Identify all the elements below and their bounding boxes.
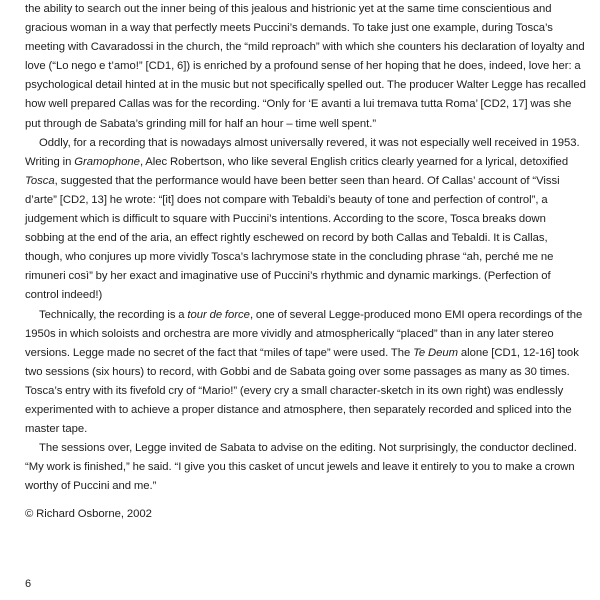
italic-title: Gramophone bbox=[74, 155, 140, 168]
author-credit: © Richard Osborne, 2002 bbox=[25, 508, 152, 521]
text-run: , suggested that the performance would have been better seen than heard. Of Callas’ account of “Vissi d’arte” [CD2, 13] he wrote: “[it] does not compare with Tebaldi’s beauty of tone and perfection of control”, a judgement which is difficult to square with Puccini’s intentions. According to the score, Tosca breaks down sobbing at the end of the aria, an effect rightly eschewed on record by both Callas and Tebaldi. It is Callas, though, who conjures up more vividly Tosca’s lachrymose state in the concluding phrase “ah, perché me ne rimuneri così” by her exact and imaginative use of Puccini’s rhythmic and dynamic markings. (Perfection of control indeed!) bbox=[25, 174, 560, 302]
text-run: , Alec Robertson, who like several English critics clearly yearned for a lyrical, detoxified bbox=[139, 155, 569, 168]
text-run: , one of several Legge-produced mono EMI opera recordings of the 1950s in which soloists and orchestra are more vividly and atmospherically “placed” than in any later stereo versions. Legge made no secret of the fact that “miles of tape” were used. The bbox=[25, 308, 583, 359]
paragraph-1 bbox=[25, 0, 587, 134]
essay-body bbox=[25, 0, 587, 525]
paragraph-3 bbox=[25, 306, 587, 440]
text-run: the ability to search out the inner being of this jealous and histrionic yet at the same time conscientious and gracious woman in a way that perfectly meets Puccini’s demands. To take just one example, during Tosca’s meeting with Cavaradossi in the church, the “mild reproach” with which she counters his declaration of loyalty and love (“Lo nego e t’amo!” [CD1, 6]) is enriched by a profound sense of her hoping that he does, indeed, love her: a psychological detail hinted at in the music but not specifically spelled out. The producer Walter Legge has recalled how well prepared Callas was for the recording. “Only for ‘E avanti a lui tremava tutta Roma’ [CD2, 17] was she put through de Sabata’s grinding mill for half an hour – time well spent.” bbox=[25, 3, 586, 130]
text-run: Oddly, for a recording that is nowadays almost universally revered, it was not especially well received in 1953. Writing in bbox=[25, 136, 580, 168]
page-number: 6 bbox=[25, 578, 32, 590]
italic-title: Tosca bbox=[25, 174, 55, 187]
text-run: The sessions over, Legge invited de Sabata to advise on the editing. Not surprisingly, the conductor declined. “My work is finished,” he said. “I give you this casket of uncut jewels and leave it entirely to you to make a crown worthy of Puccini and me.” bbox=[25, 442, 577, 493]
italic-title: tour de force bbox=[187, 308, 250, 321]
paragraph-2 bbox=[25, 134, 587, 306]
italic-title: Te Deum bbox=[413, 346, 459, 359]
text-run: alone [CD1, 12-16] took two sessions (six hours) to record, with Gobbi and de Sabata going over some passages as many as 30 times. Tosca’s entry with its fivefold cry of “Mario!” (every cry a small character-sketch in its own right) was endlessly experimented with to achieve a proper distance and atmosphere, then separately recorded and spliced into the master tape. bbox=[25, 346, 579, 436]
paragraph-4 bbox=[25, 439, 587, 496]
text-run: Technically, the recording is a bbox=[39, 308, 188, 321]
